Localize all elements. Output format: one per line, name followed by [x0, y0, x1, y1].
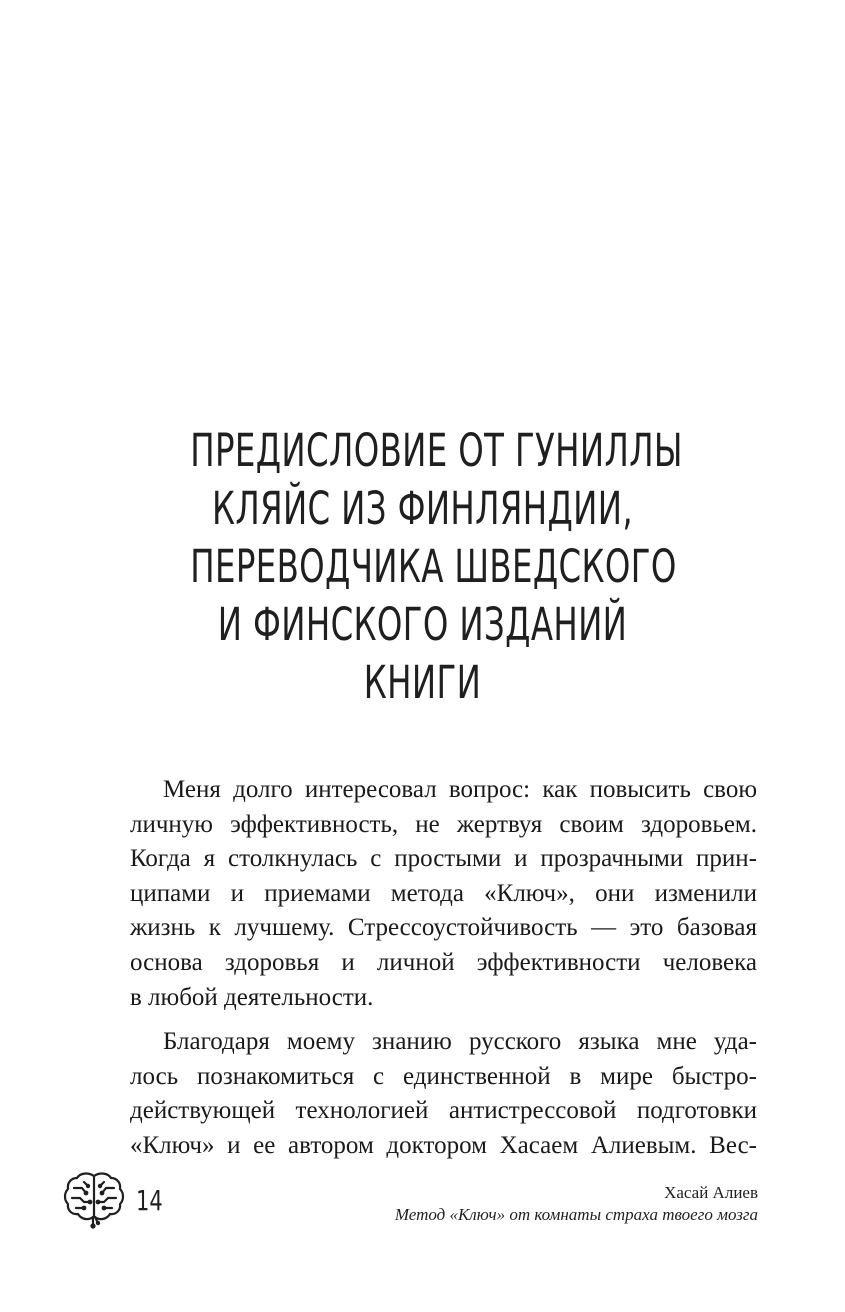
text-line: действующей технологией антистрессовой подготовки	[130, 1097, 757, 1125]
paragraph-1	[130, 773, 757, 1015]
text-line: «Ключ» и ее автором доктором Хасаем Алиевым. Вес-	[130, 1131, 757, 1159]
paragraph-2	[130, 1025, 757, 1163]
chapter-title-line: ПРЕДИСЛОВИЕ ОТ ГУНИЛЛЫ	[190, 424, 683, 478]
text-line: Благодаря моему знанию русского языка мне уда-	[163, 1028, 757, 1056]
chapter-title-line: КЛЯЙС ИЗ ФИНЛЯНДИИ,	[211, 482, 633, 536]
brain-circuit-icon	[62, 1168, 126, 1230]
page-footer	[62, 1168, 758, 1238]
running-footer	[395, 1182, 758, 1226]
footer-author: Хасай Алиев	[664, 1183, 758, 1202]
chapter-title-line: И ФИНСКОГО ИЗДАНИЙ	[217, 598, 628, 652]
text-line: лось познакомиться с единственной в мире быстро-	[130, 1062, 757, 1090]
text-line: ципами и приемами метода «Ключ», они изменили	[130, 879, 757, 907]
page-number: 14	[136, 1184, 163, 1217]
chapter-title-line: КНИГИ	[363, 656, 482, 710]
text-line: Когда я столкнулась с простыми и прозрачными прин-	[130, 845, 757, 873]
chapter-title	[190, 422, 683, 712]
text-line: Меня долго интересовал вопрос: как повысить свою	[163, 776, 757, 803]
text-line: в любой деятельности.	[130, 983, 374, 1011]
footer-book-title: Метод «Ключ» от комнаты страха твоего мозга	[394, 1205, 758, 1224]
text-line: жизнь к лучшему. Стрессоустойчивость — это базовая	[130, 914, 757, 942]
body-text	[130, 773, 757, 1164]
chapter-title-line: ПЕРЕВОДЧИКА ШВЕДСКОГО	[190, 540, 677, 594]
text-line: личную эффективность, не жертвуя своим здоровьем.	[130, 810, 757, 838]
text-line: основа здоровья и личной эффективности человека	[130, 948, 757, 976]
